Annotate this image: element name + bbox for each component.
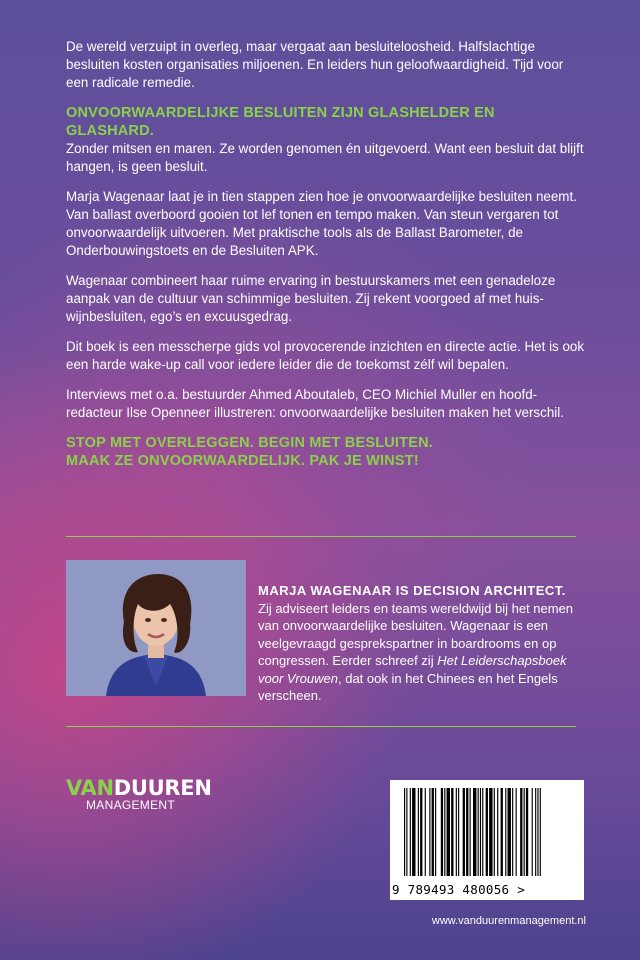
author-bio-lead: MARJA WAGENAAR IS DECISION ARCHITECT.	[258, 583, 566, 598]
barcode-bar	[505, 788, 506, 876]
divider-top	[66, 536, 576, 537]
barcode-bar	[412, 788, 415, 876]
experience-paragraph: Wagenaar combineert haar ruime ervaring in bestuurskamers met een genadeloze aanpak van de cultuur van schimmige besluiten. Zij rekent voorgoed af met huis-wijnbesluiten, ego’s en excuusgedrag.	[66, 273, 556, 324]
author-portrait-image	[66, 560, 246, 696]
barcode-bar	[497, 788, 498, 876]
barcode-bar	[418, 788, 419, 876]
barcode-bar	[404, 788, 405, 876]
publisher-logo-wordmark	[66, 776, 212, 800]
barcode-bar	[482, 788, 483, 876]
barcode-bar	[512, 788, 513, 876]
back-cover-blurb	[66, 38, 586, 470]
isbn-number: 9 789493 480056 >	[392, 882, 526, 897]
barcode-bar	[535, 788, 536, 876]
barcode-bars	[404, 788, 572, 876]
barcode-bar	[501, 788, 503, 876]
barcode-bar	[516, 788, 517, 876]
barcode-bar	[470, 788, 471, 876]
barcode-bar	[540, 788, 541, 876]
barcode-bar	[456, 788, 457, 876]
previous-book-title: Het Leiderschapsboek voor Vrouwen	[258, 653, 567, 686]
isbn-barcode	[390, 780, 584, 900]
publisher-logo-subtitle: MANAGEMENT	[86, 798, 176, 812]
author-bio-text	[258, 600, 588, 705]
barcode-bar	[406, 788, 407, 876]
barcode-bar	[532, 788, 533, 876]
divider-bottom	[66, 726, 576, 727]
barcode-bar	[537, 788, 538, 876]
barcode-bar	[466, 788, 468, 876]
author-bio	[258, 582, 588, 705]
barcode-bar	[494, 788, 495, 876]
method-paragraph: Marja Wagenaar laat je in tien stappen zien hoe je onvoorwaardelijke besluiten neemt. Van ballast overboord gooien tot lef tonen en tempo maken. Van steun vergaren tot onvoorwaardelijk uitvoeren. Met praktische tools als de Ballast Barometer, de Onderbouwingstoets en de Besluiten APK.	[66, 189, 577, 258]
barcode-bar	[520, 788, 522, 876]
author-bio-after: , dat ook in het Chinees en het Engels verscheen.	[258, 670, 558, 703]
publisher-logo	[66, 776, 212, 812]
barcode-bar	[420, 788, 422, 876]
publisher-logo-part1: VAN	[66, 776, 114, 800]
barcode-bar	[478, 788, 479, 876]
guide-paragraph: Dit boek is een messcherpe gids vol provocerende inzichten en directe actie. Het is ook een harde wake-up call voor iedere leider die de toekomst zélf wil bepalen.	[66, 339, 585, 372]
barcode-bar	[451, 788, 453, 876]
barcode-bar	[432, 788, 434, 876]
barcode-bar	[526, 788, 528, 876]
barcode-bar	[480, 788, 481, 876]
barcode-bar	[524, 788, 525, 876]
slogan-line-1: STOP MET OVERLEGGEN. BEGIN MET BESLUITEN.	[66, 435, 433, 451]
headline-paragraph: Zonder mitsen en maren. Ze worden genomen én uitgevoerd. Want een besluit dat blijft hangen, is geen besluit.	[66, 141, 584, 174]
barcode-bar	[435, 788, 436, 876]
barcode-bar	[441, 788, 443, 876]
barcode-bar	[425, 788, 426, 876]
interviews-paragraph: Interviews met o.a. bestuurder Ahmed Aboutaleb, CEO Michiel Muller en hoofd-redacteur Ilse Openneer illustreren: onvoorwaardelijke besluiten maken het verschil.	[66, 387, 564, 420]
author-bio-before: Zij adviseert leiders en teams wereldwijd bij het nemen van onvoorwaardelijke besluiten. Wagenaar is een veelgevraagd gesprekspartner in boardrooms en op congressen. Eerder schreef zij	[258, 600, 574, 668]
barcode-bar	[486, 788, 488, 876]
slogan-line-2: MAAK ZE ONVOORWAARDELIJK. PAK JE WINST!	[66, 453, 419, 469]
barcode-bar	[458, 788, 459, 876]
publisher-logo-part2: DUUREN	[113, 776, 212, 800]
barcode-bar	[473, 788, 476, 876]
headline: ONVOORWAARDELIJKE BESLUITEN ZIJN GLASHELDER EN GLASHARD.	[66, 105, 495, 139]
author-photo	[66, 560, 246, 696]
barcode-bar	[447, 788, 450, 876]
publisher-url: www.vanduurenmanagement.nl	[431, 915, 586, 927]
barcode-bar	[489, 788, 492, 876]
barcode-bar	[508, 788, 511, 876]
barcode-bar	[429, 788, 430, 876]
barcode-bar	[463, 788, 465, 876]
barcode-bar	[444, 788, 445, 876]
barcode-bar	[410, 788, 411, 876]
intro-paragraph: De wereld verzuipt in overleg, maar vergaat aan besluiteloosheid. Halfslachtige besluiten kosten organisaties miljoenen. En leiders hun geloofwaardigheid. Tijd voor een radicale remedie.	[66, 39, 564, 90]
